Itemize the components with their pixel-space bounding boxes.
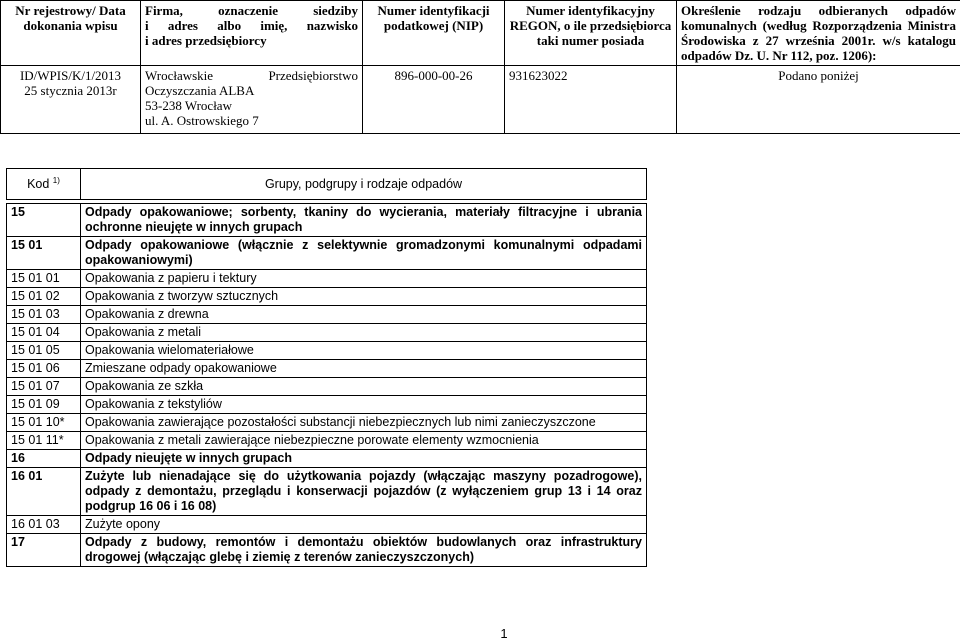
waste-description: Opakowania z drewna bbox=[81, 306, 647, 324]
table-row bbox=[7, 288, 647, 306]
table-row bbox=[7, 534, 647, 567]
waste-description: Opakowania z tworzyw sztucznych bbox=[81, 288, 647, 306]
registry-entry bbox=[1, 66, 141, 134]
table-row bbox=[7, 414, 647, 432]
waste-code: 15 01 06 bbox=[7, 360, 81, 378]
waste-code: 15 bbox=[7, 204, 81, 237]
waste-description: Odpady nieujęte w innych grupach bbox=[81, 450, 647, 468]
company-name-line2: Oczyszczania ALBA bbox=[145, 83, 358, 98]
table-row bbox=[7, 396, 647, 414]
waste-code: 15 01 07 bbox=[7, 378, 81, 396]
page-number: 1 bbox=[0, 626, 960, 641]
header-waste-types: Określenie rodzaju odbieranych odpadów komunalnych (według Rozporządzenia Ministra Środowiska z 27 września 2001r. w/s katalogu odpadów Dz. U. Nr 112, poz. 1206): bbox=[677, 1, 960, 66]
table-row bbox=[7, 450, 647, 468]
company-postal: 53-238 Wrocław bbox=[145, 98, 358, 113]
waste-code: 15 01 bbox=[7, 237, 81, 270]
column-header-description: Grupy, podgrupy i rodzaje odpadów bbox=[81, 169, 647, 200]
header-company-line: Firma, oznaczenie siedziby bbox=[145, 3, 358, 18]
table-row bbox=[7, 468, 647, 516]
waste-description: Zużyte opony bbox=[81, 516, 647, 534]
waste-types-value: Podano poniżej bbox=[677, 66, 960, 134]
waste-description: Opakowania z metali bbox=[81, 324, 647, 342]
waste-code: 15 01 05 bbox=[7, 342, 81, 360]
header-company-line: i adres przedsiębiorcy bbox=[145, 33, 358, 48]
registry-table bbox=[0, 0, 960, 134]
waste-code: 15 01 04 bbox=[7, 324, 81, 342]
table-row bbox=[7, 324, 647, 342]
registry-date: 25 stycznia 2013r bbox=[5, 83, 136, 98]
header-company bbox=[141, 1, 363, 66]
waste-code: 16 bbox=[7, 450, 81, 468]
company-street: ul. A. Ostrowskiego 7 bbox=[145, 113, 358, 128]
waste-description: Zmieszane odpady opakowaniowe bbox=[81, 360, 647, 378]
nip-value: 896-000-00-26 bbox=[363, 66, 505, 134]
waste-code: 15 01 09 bbox=[7, 396, 81, 414]
waste-code: 15 01 03 bbox=[7, 306, 81, 324]
company-name-line1: Wrocławskie Przedsiębiorstwo bbox=[145, 68, 358, 83]
table-row bbox=[7, 516, 647, 534]
waste-description: Zużyte lub nienadające się do użytkowania pojazdy (włączając maszyny pozadrogowe), odpady z demontażu, przeglądu i konserwacji pojazdów (z wyłączeniem grup 13 i 14 oraz podgrup 16 06 i 16 08) bbox=[81, 468, 647, 516]
table-row bbox=[7, 204, 647, 237]
waste-description: Opakowania zawierające pozostałości substancji niebezpiecznych lub nimi zanieczyszczone bbox=[81, 414, 647, 432]
company-details bbox=[141, 66, 363, 134]
header-regon: Numer identyfikacyjny REGON, o ile przedsiębiorca taki numer posiada bbox=[505, 1, 677, 66]
table-row bbox=[7, 237, 647, 270]
column-header-code: Kod $^{1)}$ bbox=[7, 169, 81, 200]
table-row bbox=[7, 342, 647, 360]
waste-code: 15 01 10* bbox=[7, 414, 81, 432]
waste-code: 17 bbox=[7, 534, 81, 567]
waste-code: 16 01 bbox=[7, 468, 81, 516]
header-registry-number: Nr rejestrowy/ Data dokonania wpisu bbox=[1, 1, 141, 66]
waste-description: Opakowania wielomateriałowe bbox=[81, 342, 647, 360]
table-row bbox=[7, 378, 647, 396]
header-company-line: i adres albo imię, nazwisko bbox=[145, 18, 358, 33]
table-row bbox=[7, 432, 647, 450]
footnote-marker: 1) bbox=[53, 175, 60, 184]
header-nip: Numer identyfikacji podatkowej (NIP) bbox=[363, 1, 505, 66]
waste-code: 15 01 01 bbox=[7, 270, 81, 288]
waste-description: Odpady opakowaniowe (włącznie z selektywnie gromadzonymi komunalnymi odpadami opakowaniowymi) bbox=[81, 237, 647, 270]
waste-description: Opakowania z tekstyliów bbox=[81, 396, 647, 414]
table-row bbox=[7, 306, 647, 324]
table-row bbox=[7, 360, 647, 378]
waste-code: 16 01 03 bbox=[7, 516, 81, 534]
regon-value: 931623022 bbox=[505, 66, 677, 134]
waste-codes-table bbox=[6, 168, 647, 567]
waste-description: Opakowania z papieru i tektury bbox=[81, 270, 647, 288]
waste-code: 15 01 11* bbox=[7, 432, 81, 450]
waste-description: Odpady opakowaniowe; sorbenty, tkaniny do wycierania, materiały filtracyjne i ubrania ochronne nieujęte w innych grupach bbox=[81, 204, 647, 237]
table-row bbox=[7, 270, 647, 288]
waste-description: Opakowania z metali zawierające niebezpieczne porowate elementy wzmocnienia bbox=[81, 432, 647, 450]
waste-description: Opakowania ze szkła bbox=[81, 378, 647, 396]
registry-number: ID/WPIS/K/1/2013 bbox=[5, 68, 136, 83]
waste-code: 15 01 02 bbox=[7, 288, 81, 306]
waste-description: Odpady z budowy, remontów i demontażu obiektów budowlanych oraz infrastruktury drogowej (włączając glebę i ziemię z terenów zanieczyszczonych) bbox=[81, 534, 647, 567]
